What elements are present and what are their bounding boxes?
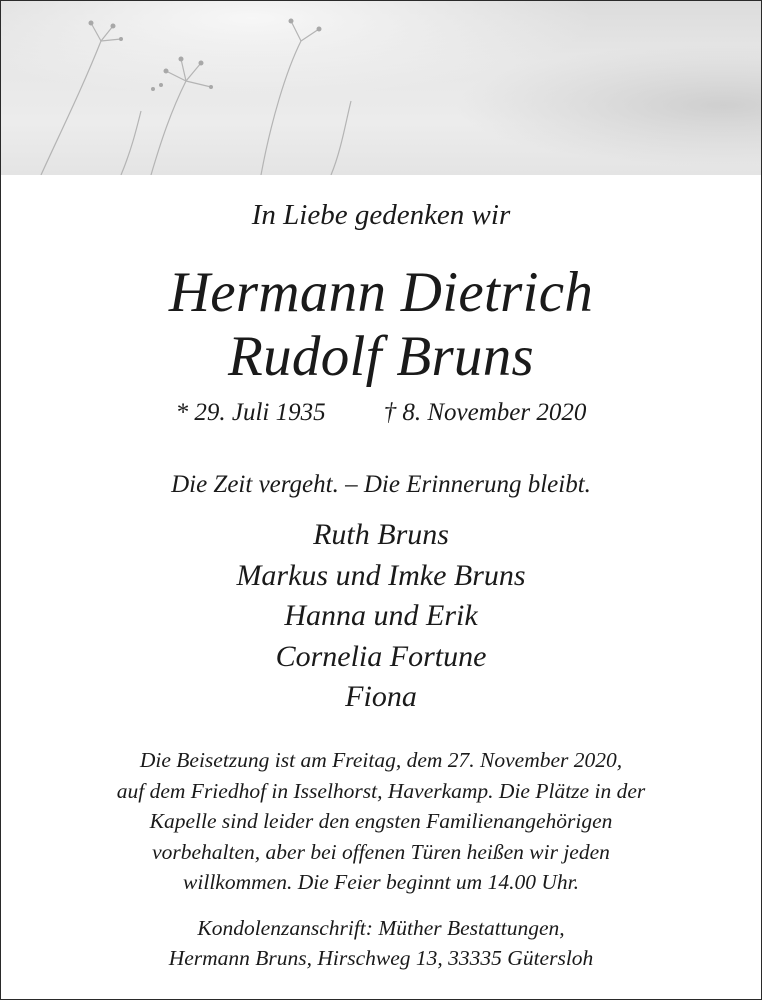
hero-image: [1, 1, 761, 175]
mourner: Hanna und Erik: [284, 599, 478, 632]
mourners-list: [1, 515, 761, 718]
birth-date: * 29. Juli 1935: [175, 399, 326, 426]
condolence-line: Hermann Bruns, Hirschweg 13, 33335 Gütersloh: [168, 946, 594, 970]
funeral-line: Die Beisetzung ist am Freitag, dem 27. November 2020,: [139, 748, 623, 772]
funeral-line: Kapelle sind leider den engsten Familienangehörigen: [149, 809, 613, 833]
condolence-line: Kondolenzanschrift: Müther Bestattungen,: [197, 916, 565, 940]
funeral-line: willkommen. Die Feier beginnt um 14.00 Uhr.: [183, 870, 579, 894]
mourner: Markus und Imke Bruns: [236, 558, 526, 592]
motto: Die Zeit vergeht. – Die Erinnerung bleibt.: [171, 471, 591, 498]
dried-flower-stems-icon: [1, 1, 761, 175]
condolence-address: [1, 913, 761, 973]
death-date: † 8. November 2020: [383, 399, 587, 426]
mourner: Cornelia Fortune: [275, 639, 487, 673]
deceased-name-line-2: Rudolf Bruns: [227, 325, 535, 388]
deceased-name-line-1: Hermann Dietrich: [168, 261, 594, 324]
mourner: Ruth Bruns: [313, 518, 449, 551]
funeral-line: auf dem Friedhof in Isselhorst, Haverkamp. Die Plätze in der: [116, 778, 646, 803]
mourner: Fiona: [345, 680, 417, 713]
intro-line: In Liebe gedenken wir: [251, 199, 511, 231]
life-dates: [1, 397, 761, 429]
funeral-details: [41, 745, 721, 898]
deceased-name: [1, 261, 761, 389]
funeral-line: vorbehalten, aber bei offenen Türen heißen wir jeden: [152, 839, 610, 864]
